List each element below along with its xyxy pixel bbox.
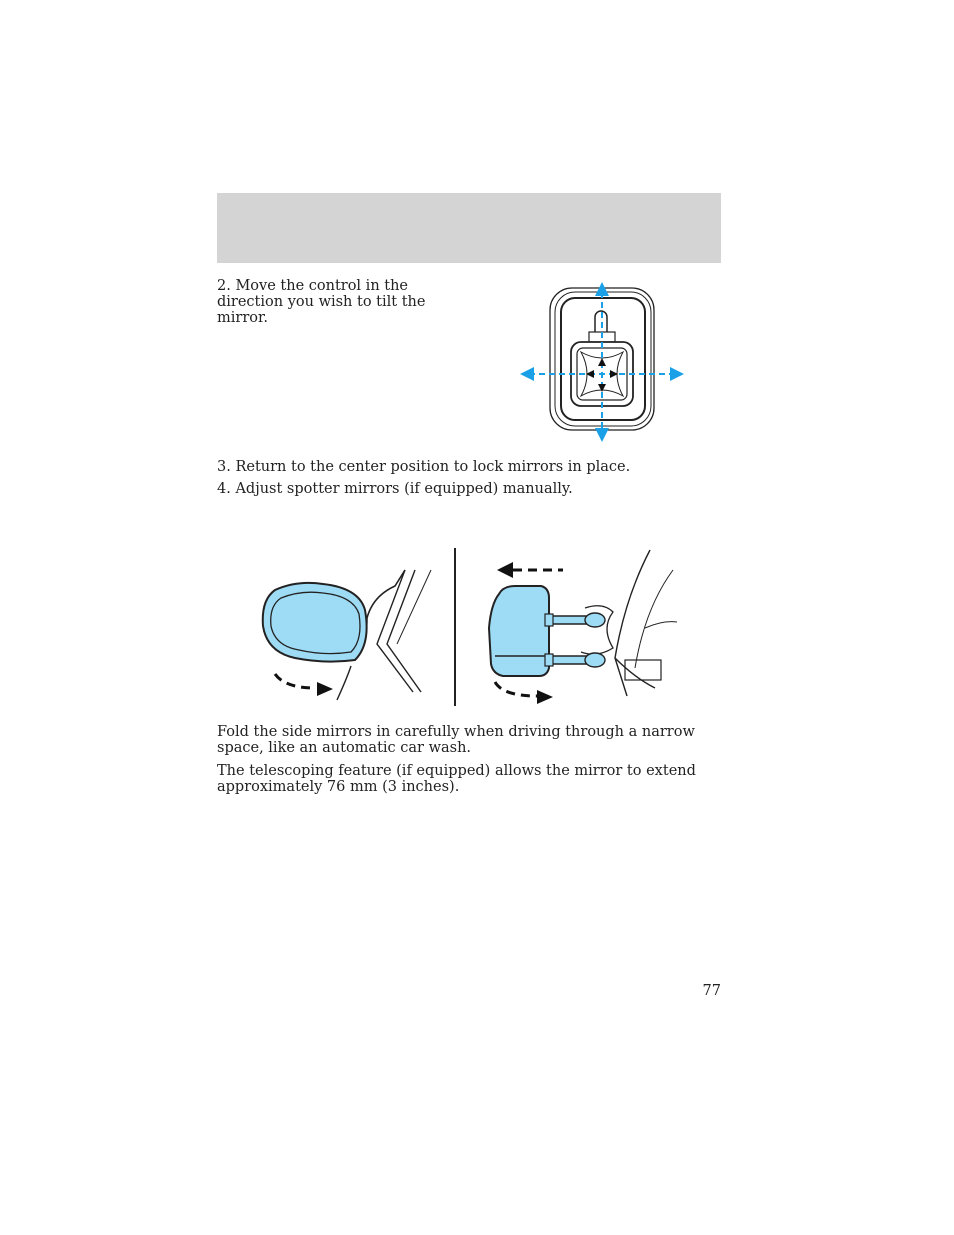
mirror-control-diagram xyxy=(515,280,690,445)
fold-mirror-illustration xyxy=(255,548,455,708)
telescoping-mirror-illustration xyxy=(485,548,685,708)
step-3-text: 3. Return to the center position to lock mirrors in place. xyxy=(217,459,631,475)
fold-mirrors-paragraph: Fold the side mirrors in carefully when driving through a narrow space, like an automatic car wash. xyxy=(217,724,695,756)
section-header-band xyxy=(217,193,721,263)
step-2-text: 2. Move the control in the direction you wish to tilt the mirror. xyxy=(217,278,426,326)
step-4-text: 4. Adjust spotter mirrors (if equipped) manually. xyxy=(217,481,573,497)
illustration-divider xyxy=(453,548,457,708)
telescoping-paragraph: The telescoping feature (if equipped) allows the mirror to extend approximately 76 mm (3 inches). xyxy=(217,763,696,795)
page-number: 77 xyxy=(702,983,721,999)
